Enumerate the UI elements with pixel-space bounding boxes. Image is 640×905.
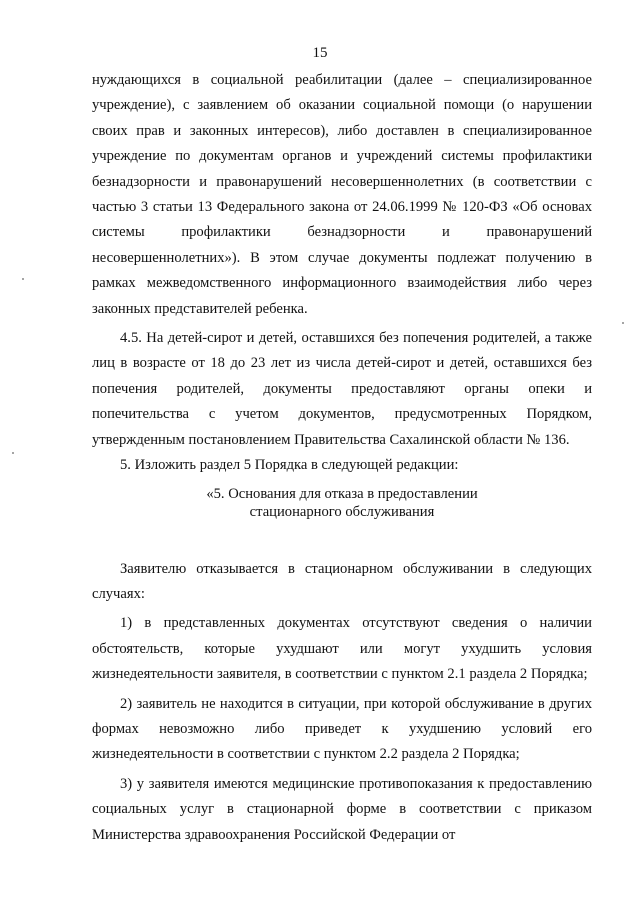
paragraph-4-5: 4.5. На детей-сирот и детей, оставшихся без попечения родителей, а также лиц в возрасте от 18 до 23 лет из числа детей-сирот и детей, оставшихся без попечения родителей, документы предоставляют органы опеки и попечительства с учетом документов, предусмотренных Порядком, утвержденным постановлением Правительства Сахалинской области № 136. (92, 330, 592, 448)
section-heading-line-1: «5. Основания для отказа в предоставлении (206, 485, 478, 502)
paragraph-5: 5. Изложить раздел 5 Порядка в следующей редакции: (120, 457, 459, 474)
document-body (92, 68, 592, 848)
paragraph-refusal-intro: Заявителю отказывается в стационарном обслуживании в следующих случаях: (92, 560, 592, 602)
paragraph-item-1: 1) в представленных документах отсутствуют сведения о наличии обстоятельств, которые ухудшают или могут ухудшить условия жизнедеятельности заявителя, в соответствии с пунктом 2.1 раздела 2 Порядка; (92, 615, 592, 683)
scan-speck (622, 322, 624, 324)
paragraph-item-2: 2) заявитель не находится в ситуации, при которой обслуживание в других формах невозможно либо приведет к ухудшению условий его жизнедеятельности в соответствии с пунктом 2.2 раздела 2 Порядка; (92, 695, 592, 763)
section-heading-line-2: стационарного обслуживания (249, 503, 435, 520)
scan-speck (12, 452, 14, 454)
paragraph-item-3: 3) у заявителя имеются медицинские противопоказания к предоставлению социальных услуг в стационарной форме в соответствии с приказом Министерства здравоохранения Российской Федерации от (92, 775, 592, 843)
scan-speck (22, 278, 24, 280)
paragraph-continuation: нуждающихся в социальной реабилитации (далее – специализированное учреждение), с заявлением об оказании социальной помощи (о нарушении своих прав и законных интересов), либо доставлен в специализированное учреждение по документам органов и учреждений системы профилактики безнадзорности и правонарушений несовершеннолетних (в соответствии с частью 3 статьи 13 Федерального закона от 24.06.1999 № 120-ФЗ «Об основах системы профилактики безнадзорности и правонарушений несовершеннолетних»). В этом случае документы подлежат получению в рамках межведомственного информационного взаимодействия либо через законных представителей ребенка. (92, 72, 592, 317)
page-number: 15 (312, 45, 328, 61)
section-heading (92, 485, 592, 521)
